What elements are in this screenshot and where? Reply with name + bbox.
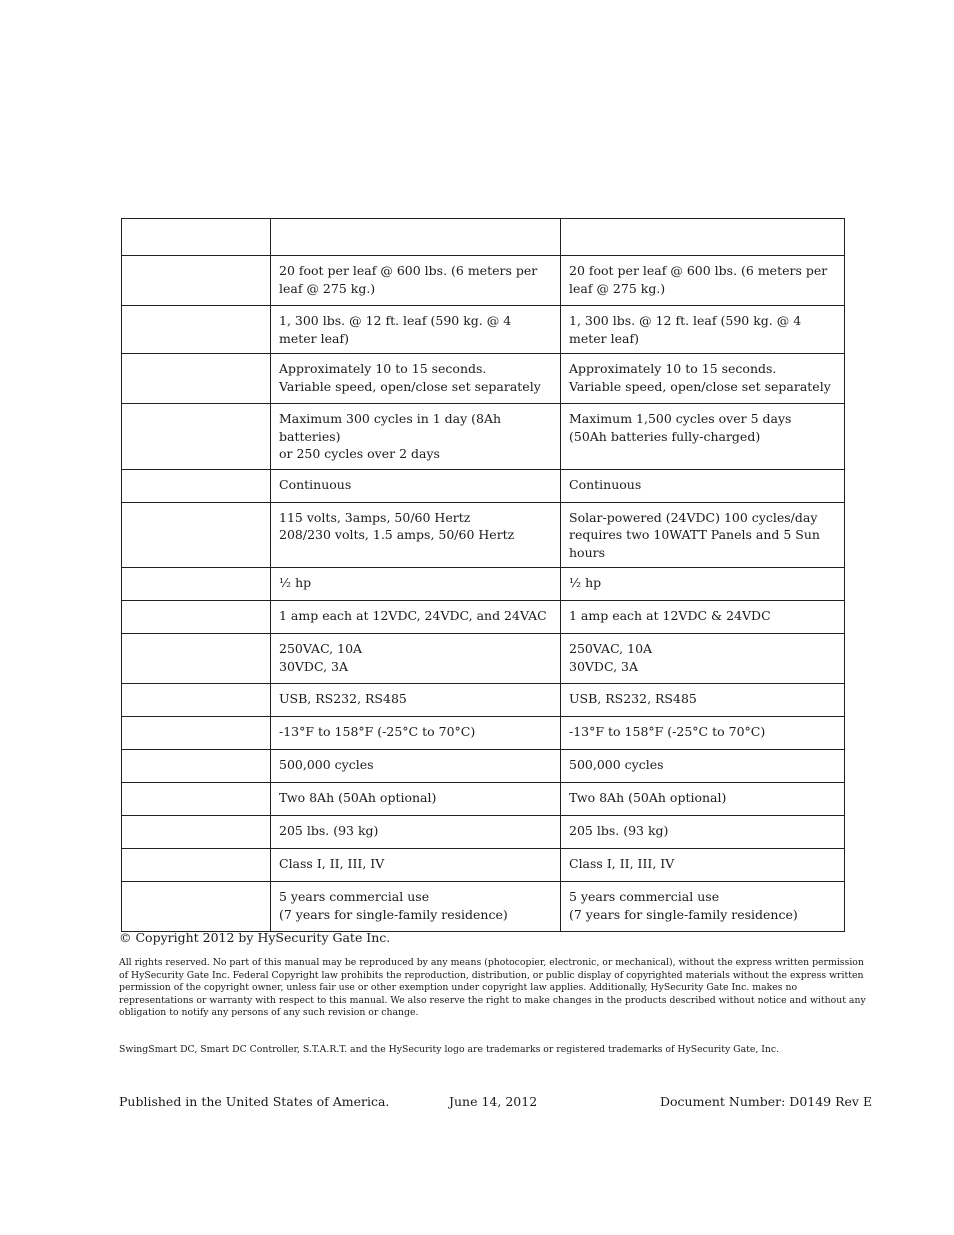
table-cell: Approximately 10 to 15 seconds. Variable speed, open/close set separately [561, 354, 845, 404]
header-cell-col2 [271, 219, 561, 256]
table-row [122, 882, 845, 932]
specifications-table [121, 218, 845, 932]
header-cell-col3 [561, 219, 845, 256]
header-cell-label [122, 219, 271, 256]
table-cell: Class I, II, III, IV [561, 849, 845, 882]
row-label-cell [122, 717, 271, 750]
row-label-cell [122, 502, 271, 568]
table-row [122, 849, 845, 882]
table-cell: 500,000 cycles [271, 750, 561, 783]
row-label-cell [122, 882, 271, 932]
table-cell: 1, 300 lbs. @ 12 ft. leaf (590 kg. @ 4 meter leaf) [561, 306, 845, 354]
row-label-cell [122, 354, 271, 404]
table-cell: Class I, II, III, IV [271, 849, 561, 882]
row-label-cell [122, 750, 271, 783]
table-cell: Continuous [561, 469, 845, 502]
row-label-cell [122, 256, 271, 306]
row-label-cell [122, 404, 271, 470]
table-cell: ½ hp [561, 568, 845, 601]
table-cell: 5 years commercial use (7 years for single-family residence) [561, 882, 845, 932]
table-row [122, 634, 845, 684]
table-cell: 205 lbs. (93 kg) [271, 816, 561, 849]
table-cell: USB, RS232, RS485 [561, 684, 845, 717]
table-cell: 500,000 cycles [561, 750, 845, 783]
row-label-cell [122, 469, 271, 502]
table-cell: Maximum 300 cycles in 1 day (8Ah batteries) or 250 cycles over 2 days [271, 404, 561, 470]
table-row [122, 717, 845, 750]
table-cell: 1, 300 lbs. @ 12 ft. leaf (590 kg. @ 4 meter leaf) [271, 306, 561, 354]
table-cell: -13°F to 158°F (-25°C to 70°C) [271, 717, 561, 750]
table-row [122, 750, 845, 783]
table-cell: Approximately 10 to 15 seconds. Variable speed, open/close set separately [271, 354, 561, 404]
table-cell: Two 8Ah (50Ah optional) [271, 783, 561, 816]
table-cell: -13°F to 158°F (-25°C to 70°C) [561, 717, 845, 750]
table-row [122, 306, 845, 354]
row-label-cell [122, 634, 271, 684]
row-label-cell [122, 816, 271, 849]
copyright-notice: © Copyright 2012 by HySecurity Gate Inc. [119, 930, 391, 945]
table-row [122, 601, 845, 634]
table-row [122, 404, 845, 470]
table-row [122, 256, 845, 306]
table-row [122, 816, 845, 849]
table-row [122, 568, 845, 601]
trademarks-notice: SwingSmart DC, Smart DC Controller, S.T.A.R.T. and the HySecurity logo are trademarks or registered trademarks of HySecurity Gate, Inc. [119, 1044, 780, 1055]
table-header-row [122, 219, 845, 256]
row-label-cell [122, 306, 271, 354]
table-cell: USB, RS232, RS485 [271, 684, 561, 717]
table-row [122, 354, 845, 404]
table-cell: Two 8Ah (50Ah optional) [561, 783, 845, 816]
table-cell: 5 years commercial use (7 years for single-family residence) [271, 882, 561, 932]
table-cell: 205 lbs. (93 kg) [561, 816, 845, 849]
row-label-cell [122, 601, 271, 634]
publication-date: June 14, 2012 [449, 1094, 538, 1109]
table-cell: 250VAC, 10A 30VDC, 3A [271, 634, 561, 684]
table-cell: 20 foot per leaf @ 600 lbs. (6 meters per leaf @ 275 kg.) [561, 256, 845, 306]
table-cell: 250VAC, 10A 30VDC, 3A [561, 634, 845, 684]
rights-reserved-paragraph: All rights reserved. No part of this manual may be reproduced by any means (photocopier, electronic, or mechanical), without the express written permission of HySecurity Gate Inc. Federal Copyright law prohibits the reproduction, distribution, or public display of copyrighted materials without the express written permission of the copyright owner, unless fair use or other exemption under copyright law applies. Additionally, HySecurity Gate Inc. makes no representations or warranty with respect to this manual. We also reserve the right to make changes in the products described without notice and without any obligation to notify any persons of any such revision or change. [119, 957, 866, 1018]
row-label-cell [122, 849, 271, 882]
table-cell: 1 amp each at 12VDC & 24VDC [561, 601, 845, 634]
table-cell: Maximum 1,500 cycles over 5 days (50Ah batteries fully-charged) [561, 404, 845, 470]
table-cell: Continuous [271, 469, 561, 502]
row-label-cell [122, 568, 271, 601]
row-label-cell [122, 783, 271, 816]
published-in-text: Published in the United States of America. [119, 1094, 390, 1109]
table-cell: ½ hp [271, 568, 561, 601]
table-cell: 1 amp each at 12VDC, 24VDC, and 24VAC [271, 601, 561, 634]
table-row [122, 783, 845, 816]
row-label-cell [122, 684, 271, 717]
table-cell: 20 foot per leaf @ 600 lbs. (6 meters per leaf @ 275 kg.) [271, 256, 561, 306]
table-cell: Solar-powered (24VDC) 100 cycles/day requires two 10WATT Panels and 5 Sun hours [561, 502, 845, 568]
document-number: Document Number: D0149 Rev E [660, 1094, 873, 1109]
table-row [122, 502, 845, 568]
specifications-table-body [122, 219, 845, 932]
table-row [122, 469, 845, 502]
table-row [122, 684, 845, 717]
table-cell: 115 volts, 3amps, 50/60 Hertz 208/230 volts, 1.5 amps, 50/60 Hertz [271, 502, 561, 568]
